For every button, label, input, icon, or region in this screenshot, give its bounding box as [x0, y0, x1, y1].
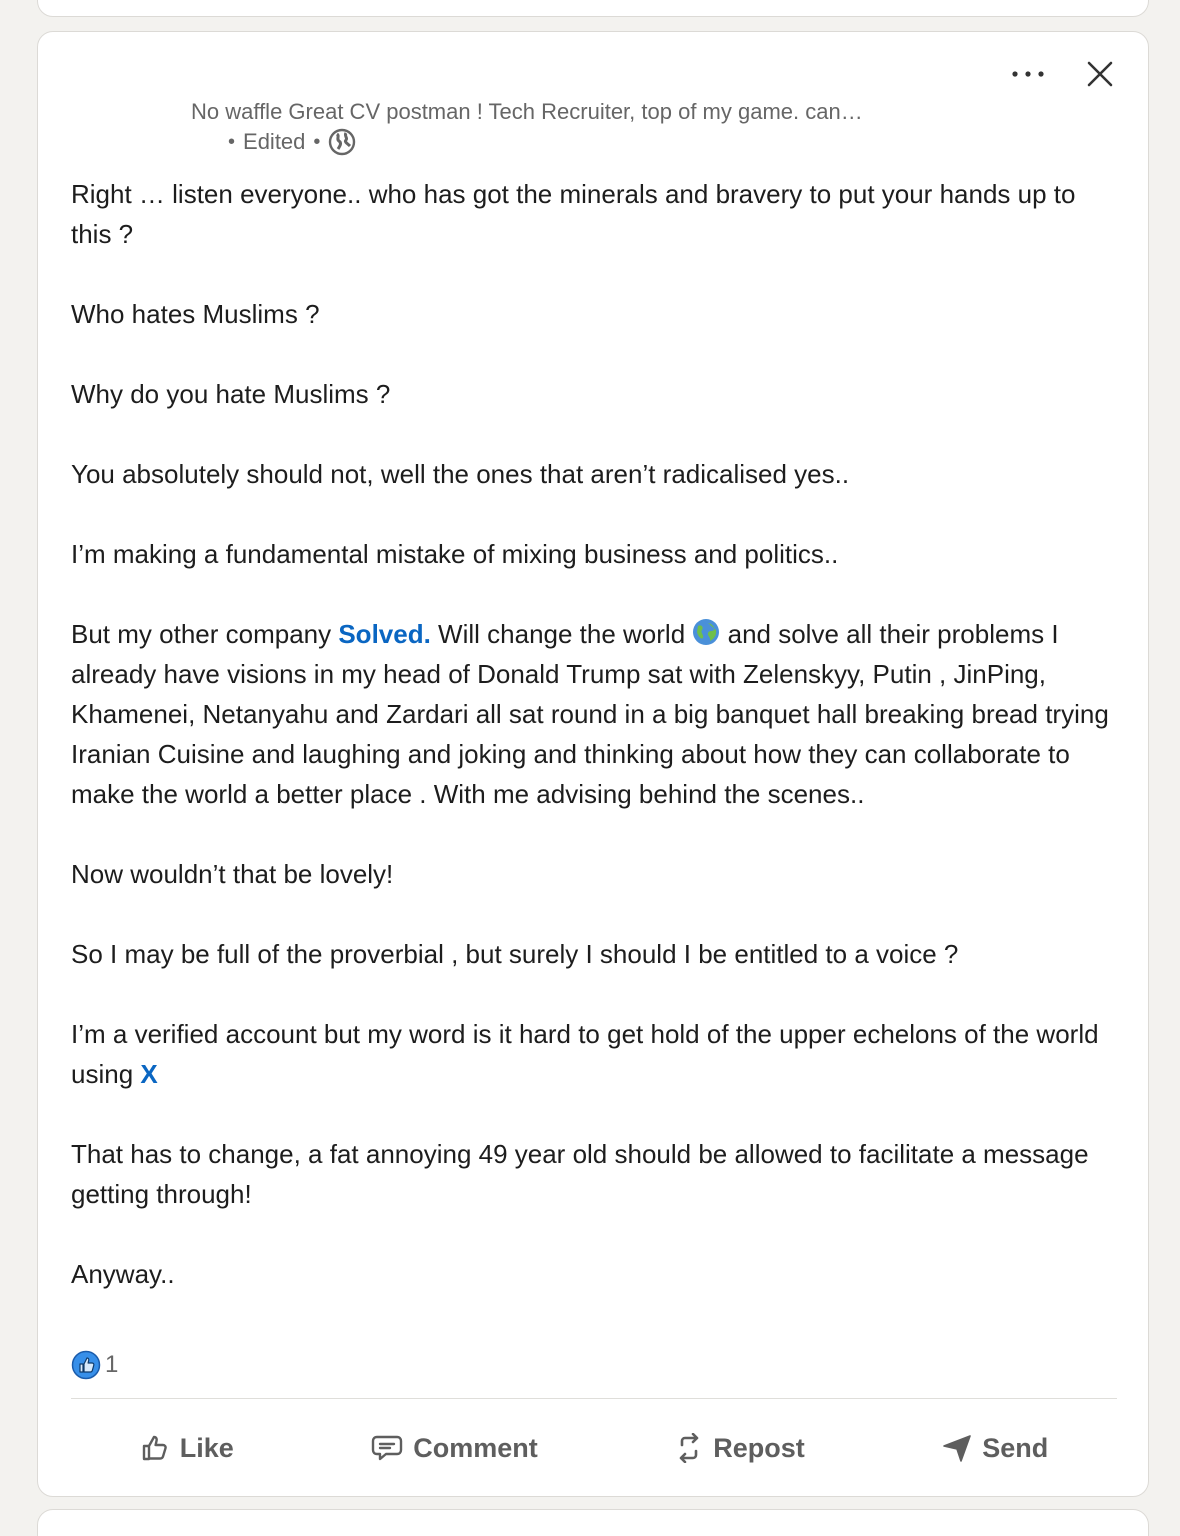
- meta-separator: •: [228, 130, 236, 153]
- mention-link-x[interactable]: X: [140, 1059, 158, 1089]
- previous-post-card: [37, 0, 1149, 17]
- reaction-count: 1: [105, 1351, 119, 1378]
- post-paragraph: So I may be full of the proverbial , but surely I should I be entitled to a voice ?: [71, 939, 959, 969]
- send-label: Send: [982, 1432, 1049, 1463]
- edited-label: Edited: [243, 129, 306, 154]
- post-paragraph: [71, 614, 1121, 814]
- comment-icon: [371, 1433, 403, 1463]
- author-headline[interactable]: No waffle Great CV postman ! Tech Recruiter, top of my game. can…: [191, 99, 863, 124]
- more-horizontal-icon: [1011, 70, 1045, 78]
- repost-icon: [675, 1433, 703, 1463]
- like-label: Like: [179, 1432, 234, 1463]
- post-card: [37, 31, 1149, 1497]
- comment-label: Comment: [413, 1432, 538, 1463]
- post-paragraph: Why do you hate Muslims ?: [71, 379, 391, 409]
- send-icon: [942, 1433, 972, 1463]
- post-paragraph: Right … listen everyone.. who has got the minerals and bravery to put your hands up to this ?: [71, 179, 1076, 249]
- post-actions-bar: [71, 1412, 1117, 1484]
- more-options-button[interactable]: [1008, 54, 1048, 94]
- globe-icon: [328, 128, 356, 156]
- reactions-summary[interactable]: [71, 1350, 118, 1380]
- repost-button[interactable]: [659, 1425, 821, 1472]
- post-paragraph: I’m making a fundamental mistake of mixing business and politics..: [71, 539, 839, 569]
- post-meta: [228, 128, 356, 156]
- text-segment: I’m a verified account but my word is it hard to get hold of the upper echelons of the world using: [71, 1019, 1099, 1089]
- close-button[interactable]: [1080, 54, 1120, 94]
- repost-label: Repost: [713, 1432, 805, 1463]
- meta-separator: •: [313, 130, 321, 153]
- like-button[interactable]: [124, 1425, 250, 1472]
- like-reaction-icon: [71, 1350, 101, 1380]
- mention-link-solved[interactable]: Solved.: [338, 619, 431, 649]
- post-paragraph: Now wouldn’t that be lovely!: [71, 859, 394, 889]
- post-paragraph: That has to change, a fat annoying 49 year old should be allowed to facilitate a message getting through!: [71, 1139, 1089, 1209]
- next-post-card: [37, 1509, 1149, 1536]
- send-button[interactable]: [926, 1425, 1064, 1472]
- post-paragraph: Anyway..: [71, 1259, 175, 1289]
- text-segment: But my other company: [71, 619, 339, 649]
- post-paragraph: [71, 1014, 1121, 1094]
- text-segment: Will change the world: [430, 619, 693, 649]
- post-paragraph: You absolutely should not, well the ones that aren’t radicalised yes..: [71, 459, 850, 489]
- post-body: [71, 174, 1121, 1294]
- text-segment: and solve all their problems I already have visions in my head of Donald Trump sat with Zelenskyy, Putin , JinPing, Khamenei, Netanyahu and Zardari all sat round in a big banquet hall breaking bread trying Iranian Cuisine and laughing and joking and thinking about how they can collaborate to make the world a better place . With me advising behind the scenes..: [71, 619, 1109, 809]
- comment-button[interactable]: [355, 1425, 554, 1472]
- globe-earth-emoji: [692, 618, 720, 646]
- post-paragraph: Who hates Muslims ?: [71, 299, 320, 329]
- thumbs-up-icon: [140, 1433, 170, 1463]
- close-icon: [1087, 61, 1113, 87]
- actions-divider: [71, 1398, 1117, 1399]
